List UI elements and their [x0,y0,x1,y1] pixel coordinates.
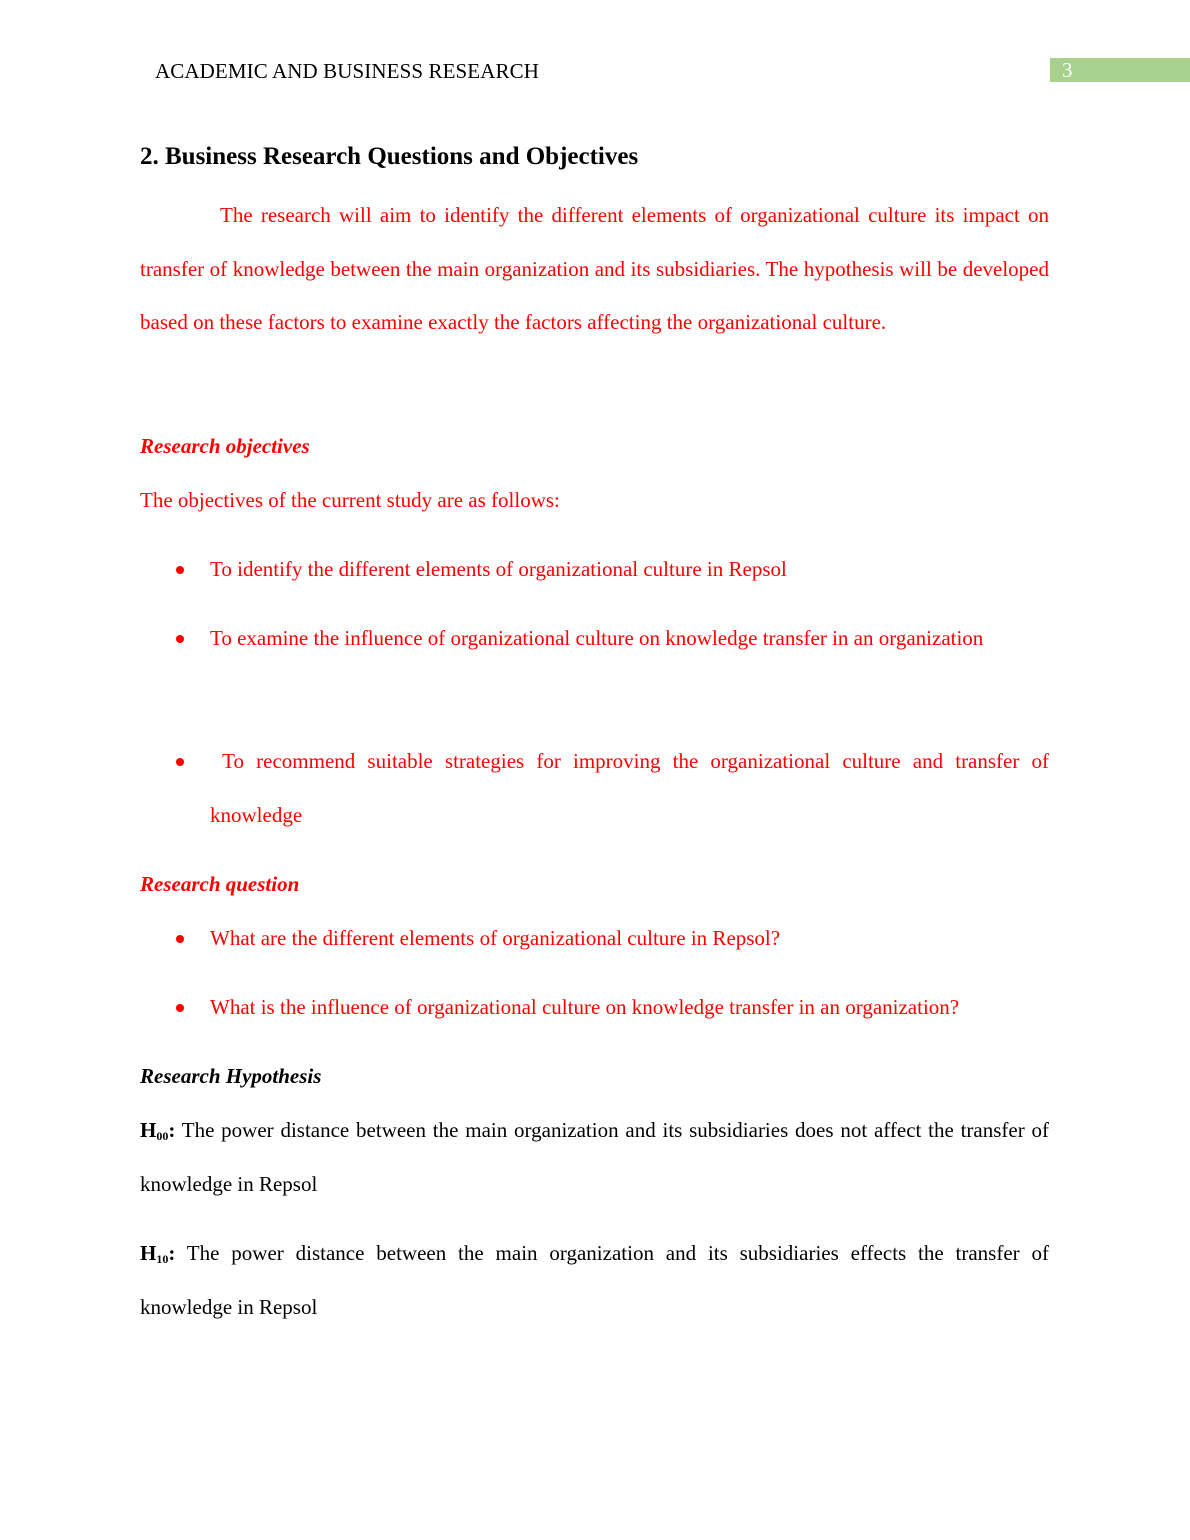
hypothesis-label-subscript: 00 [156,1129,169,1143]
page-number-badge [1050,58,1190,82]
objective-item: To identify the different elements of organizational culture in Repsol [210,557,787,581]
intro-paragraph: The research will aim to identify the different elements of organizational culture its impact on transfer of knowledge between the main organization and its subsidiaries. The hypothesis will be developed based on these factors to examine exactly the factors affecting the organizational culture. [140,203,1049,335]
bullet-dot-icon [176,635,184,643]
objectives-intro: The objectives of the current study are as follows: [140,488,560,512]
hypothesis-label-subscript: 10 [156,1252,169,1266]
bullet-dot-icon [176,566,184,574]
objective-item: To recommend suitable strategies for improving the organizational culture and transfer of knowledge [210,749,1055,827]
question-item: What are the different elements of organizational culture in Repsol? [210,926,781,950]
objective-item: To examine the influence of organizational culture on knowledge transfer in an organization [210,626,984,650]
bullet-dot-icon [176,758,184,766]
hypothesis-label-colon: : [168,1241,176,1265]
hypothesis-label [140,1118,175,1142]
hypothesis-text: The power distance between the main organization and its subsidiaries does not affect the transfer of knowledge in Repsol [140,1118,1049,1196]
objectives-heading: Research objectives [140,434,310,458]
question-item: What is the influence of organizational culture on knowledge transfer in an organization? [210,995,960,1019]
running-header-title: ACADEMIC AND BUSINESS RESEARCH [155,59,539,83]
questions-heading: Research question [140,872,300,896]
page-number: 3 [1062,58,1073,82]
hypothesis-h00 [140,1104,1049,1211]
hypothesis-h10 [140,1227,1049,1334]
bullet-dot-icon [176,935,184,943]
hypothesis-label-letter: H [140,1241,157,1265]
hypothesis-heading: Research Hypothesis [140,1064,322,1088]
hypothesis-label [140,1241,175,1265]
hypothesis-text: The power distance between the main organization and its subsidiaries effects the transfer of knowledge in Repsol [140,1241,1049,1319]
bullet-dot-icon [176,1004,184,1012]
section-heading: 2. Business Research Questions and Objectives [140,143,639,170]
hypothesis-label-colon: : [168,1118,176,1142]
hypothesis-label-letter: H [140,1118,157,1142]
